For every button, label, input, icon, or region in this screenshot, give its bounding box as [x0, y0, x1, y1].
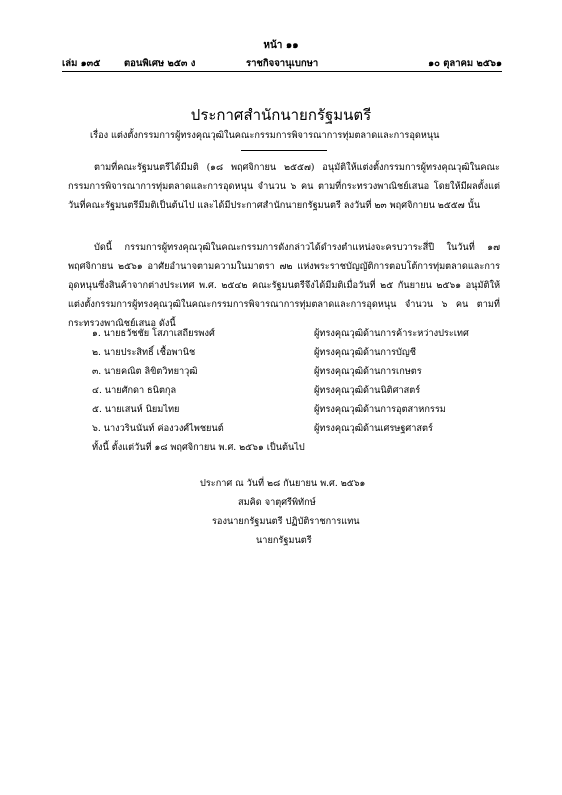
member-role: ผู้ทรงคุณวุฒิด้านการบัญชี — [314, 347, 416, 358]
signature-block — [200, 474, 366, 550]
closing-statement: ทั้งนี้ ตั้งแต่วันที่ ๑๘ พฤศจิกายน พ.ศ. ๒๕๖๑ เป็นต้นไป — [92, 442, 305, 453]
member-name: ๔. นายศักดา ธนิตกุล — [92, 385, 177, 396]
member-row — [92, 345, 502, 364]
subject-divider — [241, 150, 327, 151]
paragraph-1: ตามที่คณะรัฐมนตรีได้มีมติ (๑๘ พฤศจิกายน ๒๕๕๗) อนุมัติให้แต่งตั้งกรรมการผู้ทรงคุณวุฒิในคณะกรรมการพิจารณาการทุ่มตลาดและการอุดหนุน จำนวน ๖ คน ตามที่กระทรวงพาณิชย์เสนอ โดยให้มีผลตั้งแต่วันที่คณะรัฐมนตรีมีมติเป็นต้นไป และได้มีประกาศสำนักนายกรัฐมนตรี ลงวันที่ ๒๓ พฤศจิกายน ๒๕๕๗ นั้น — [68, 162, 500, 211]
member-name: ๖. นางวรินนันท์ ค่องวงศ์ไพชยนต์ — [92, 423, 224, 434]
member-role: ผู้ทรงคุณวุฒิด้านการค้าระหว่างประเทศ — [314, 328, 469, 339]
member-row — [92, 402, 502, 421]
paragraph-2-block — [68, 238, 500, 333]
gazette-name: ราชกิจจานุเบกษา — [246, 58, 319, 69]
member-name: ๕. นายเสนห์ นิยมไทย — [92, 404, 180, 415]
gazette-date: ๑๐ ตุลาคม ๒๕๖๑ — [428, 58, 502, 69]
paragraph-2: บัดนี้ กรรมการผู้ทรงคุณวุฒิในคณะกรรมการดังกล่าวได้ดำรงตำแหน่งจะครบวาระสี่ปี ในวันที่ ๑๗ พฤศจิกายน ๒๕๖๑ อาศัยอำนาจตามความในมาตรา ๗๒ แห่งพระราชบัญญัติการตอบโต้การทุ่มตลาดและการอุดหนุนซึ่งสินค้าจากต่างประเทศ พ.ศ. ๒๕๔๒ คณะรัฐมนตรีจึงได้มีมติเมื่อวันที่ ๒๕ กันยายน ๒๕๖๑ อนุมัติให้แต่งตั้งกรรมการผู้ทรงคุณวุฒิในคณะกรรมการพิจารณาการทุ่มตลาดและการอุดหนุน จำนวน ๖ คน ตามที่กระทรวงพาณิชย์เสนอ ดังนี้ — [68, 242, 500, 329]
member-row — [92, 383, 502, 402]
member-row — [92, 326, 502, 345]
page-number: หน้า ๑๑ — [263, 40, 299, 51]
signer-office: นายกรัฐมนตรี — [256, 535, 312, 546]
issue-label: ตอนพิเศษ ๒๕๓ ง — [124, 58, 196, 69]
volume-label: เล่ม ๑๓๕ — [62, 58, 101, 69]
member-role: ผู้ทรงคุณวุฒิด้านนิติศาสตร์ — [314, 385, 421, 396]
member-row — [92, 421, 502, 440]
member-name: ๓. นายคณิต ลิขิตวิทยาวุฒิ — [92, 366, 198, 377]
header-divider — [62, 71, 502, 72]
member-role: ผู้ทรงคุณวุฒิด้านการเกษตร — [314, 366, 422, 377]
signer-position: รองนายกรัฐมนตรี ปฏิบัติราชการแทน — [212, 516, 360, 527]
member-name: ๑. นายธวัชชัย โสภาเสถียรพงศ์ — [92, 328, 215, 339]
member-list — [92, 326, 502, 440]
announcement-subject: เรื่อง แต่งตั้งกรรมการผู้ทรงคุณวุฒิในคณะกรรมการพิจารณาการทุ่มตลาดและการอุดหนุน — [90, 130, 440, 141]
signer-name: สมคิด จาตุศรีพิทักษ์ — [238, 497, 316, 508]
member-row — [92, 364, 502, 383]
member-role: ผู้ทรงคุณวุฒิด้านการอุตสาหกรรม — [314, 404, 446, 415]
paragraph-1-block — [68, 158, 500, 215]
member-name: ๒. นายประสิทธิ์ เชื้อพานิช — [92, 347, 196, 358]
announcement-title: ประกาศสำนักนายกรัฐมนตรี — [190, 106, 372, 124]
gazette-header — [62, 56, 502, 68]
announcement-date: ประกาศ ณ วันที่ ๒๘ กันยายน พ.ศ. ๒๕๖๑ — [200, 478, 366, 489]
member-role: ผู้ทรงคุณวุฒิด้านเศรษฐศาสตร์ — [314, 423, 433, 434]
